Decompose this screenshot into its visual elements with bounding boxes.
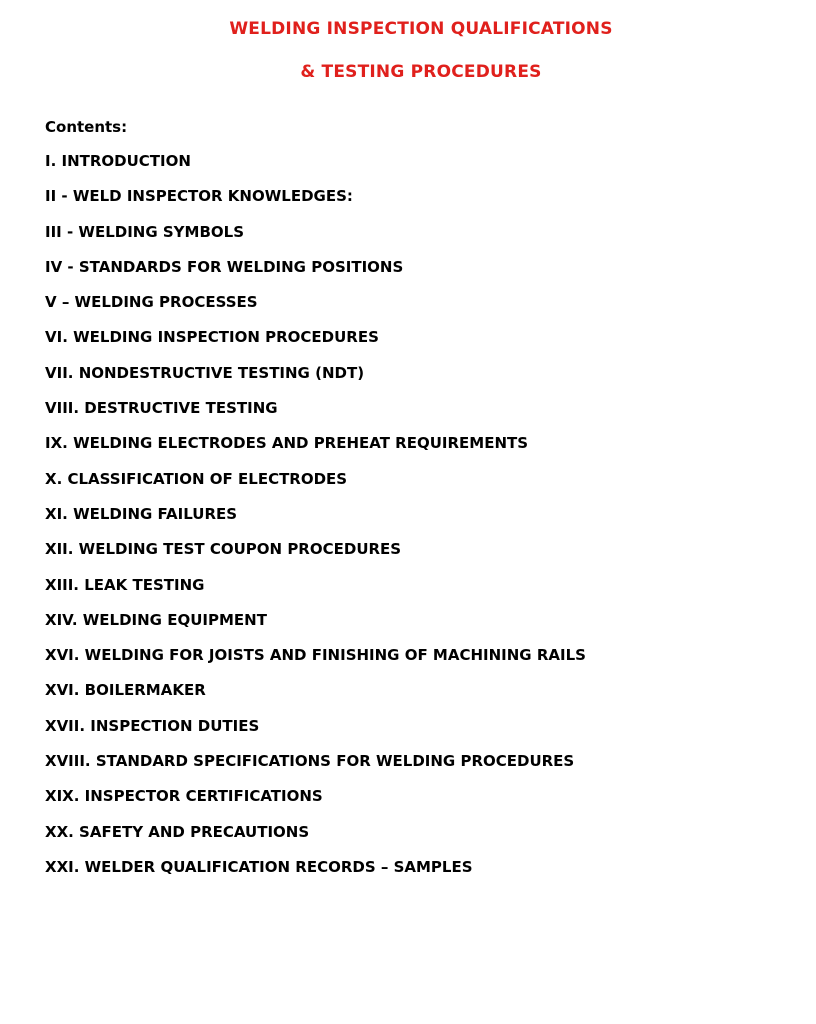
toc-item: XIV. WELDING EQUIPMENT bbox=[45, 610, 267, 629]
toc-item: VIII. DESTRUCTIVE TESTING bbox=[45, 399, 278, 418]
toc-item: X. CLASSIFICATION OF ELECTRODES bbox=[45, 469, 348, 488]
document-title-line-2: & TESTING PROCEDURES bbox=[300, 62, 542, 82]
table-of-contents bbox=[45, 153, 586, 894]
toc-item: XVII. INSPECTION DUTIES bbox=[45, 716, 260, 735]
contents-label: Contents: bbox=[45, 118, 128, 136]
toc-item: XIII. LEAK TESTING bbox=[45, 575, 205, 594]
toc-item: I. INTRODUCTION bbox=[45, 152, 191, 170]
toc-item: IX. WELDING ELECTRODES AND PREHEAT REQUIREMENTS bbox=[45, 434, 529, 453]
toc-item: XII. WELDING TEST COUPON PROCEDURES bbox=[45, 540, 402, 559]
toc-item: II - WELD INSPECTOR KNOWLEDGES: bbox=[45, 187, 353, 206]
toc-item: XVIII. STANDARD SPECIFICATIONS FOR WELDING PROCEDURES bbox=[45, 752, 575, 771]
toc-item: IV - STANDARDS FOR WELDING POSITIONS bbox=[45, 257, 404, 276]
toc-item: XIX. INSPECTOR CERTIFICATIONS bbox=[45, 787, 323, 806]
toc-item: V – WELDING PROCESSES bbox=[45, 293, 258, 312]
document-title-line-1: WELDING INSPECTION QUALIFICATIONS bbox=[229, 19, 613, 39]
toc-item: XXI. WELDER QUALIFICATION RECORDS – SAMPLES bbox=[45, 857, 473, 876]
toc-item: III - WELDING SYMBOLS bbox=[45, 222, 245, 241]
toc-item: VII. NONDESTRUCTIVE TESTING (NDT) bbox=[45, 363, 365, 382]
toc-item: XX. SAFETY AND PRECAUTIONS bbox=[45, 822, 310, 841]
toc-item: XVI. BOILERMAKER bbox=[45, 681, 206, 700]
toc-item: VI. WELDING INSPECTION PROCEDURES bbox=[45, 328, 379, 347]
toc-item: XVI. WELDING FOR JOISTS AND FINISHING OF MACHINING RAILS bbox=[45, 646, 586, 665]
toc-item: XI. WELDING FAILURES bbox=[45, 504, 238, 523]
